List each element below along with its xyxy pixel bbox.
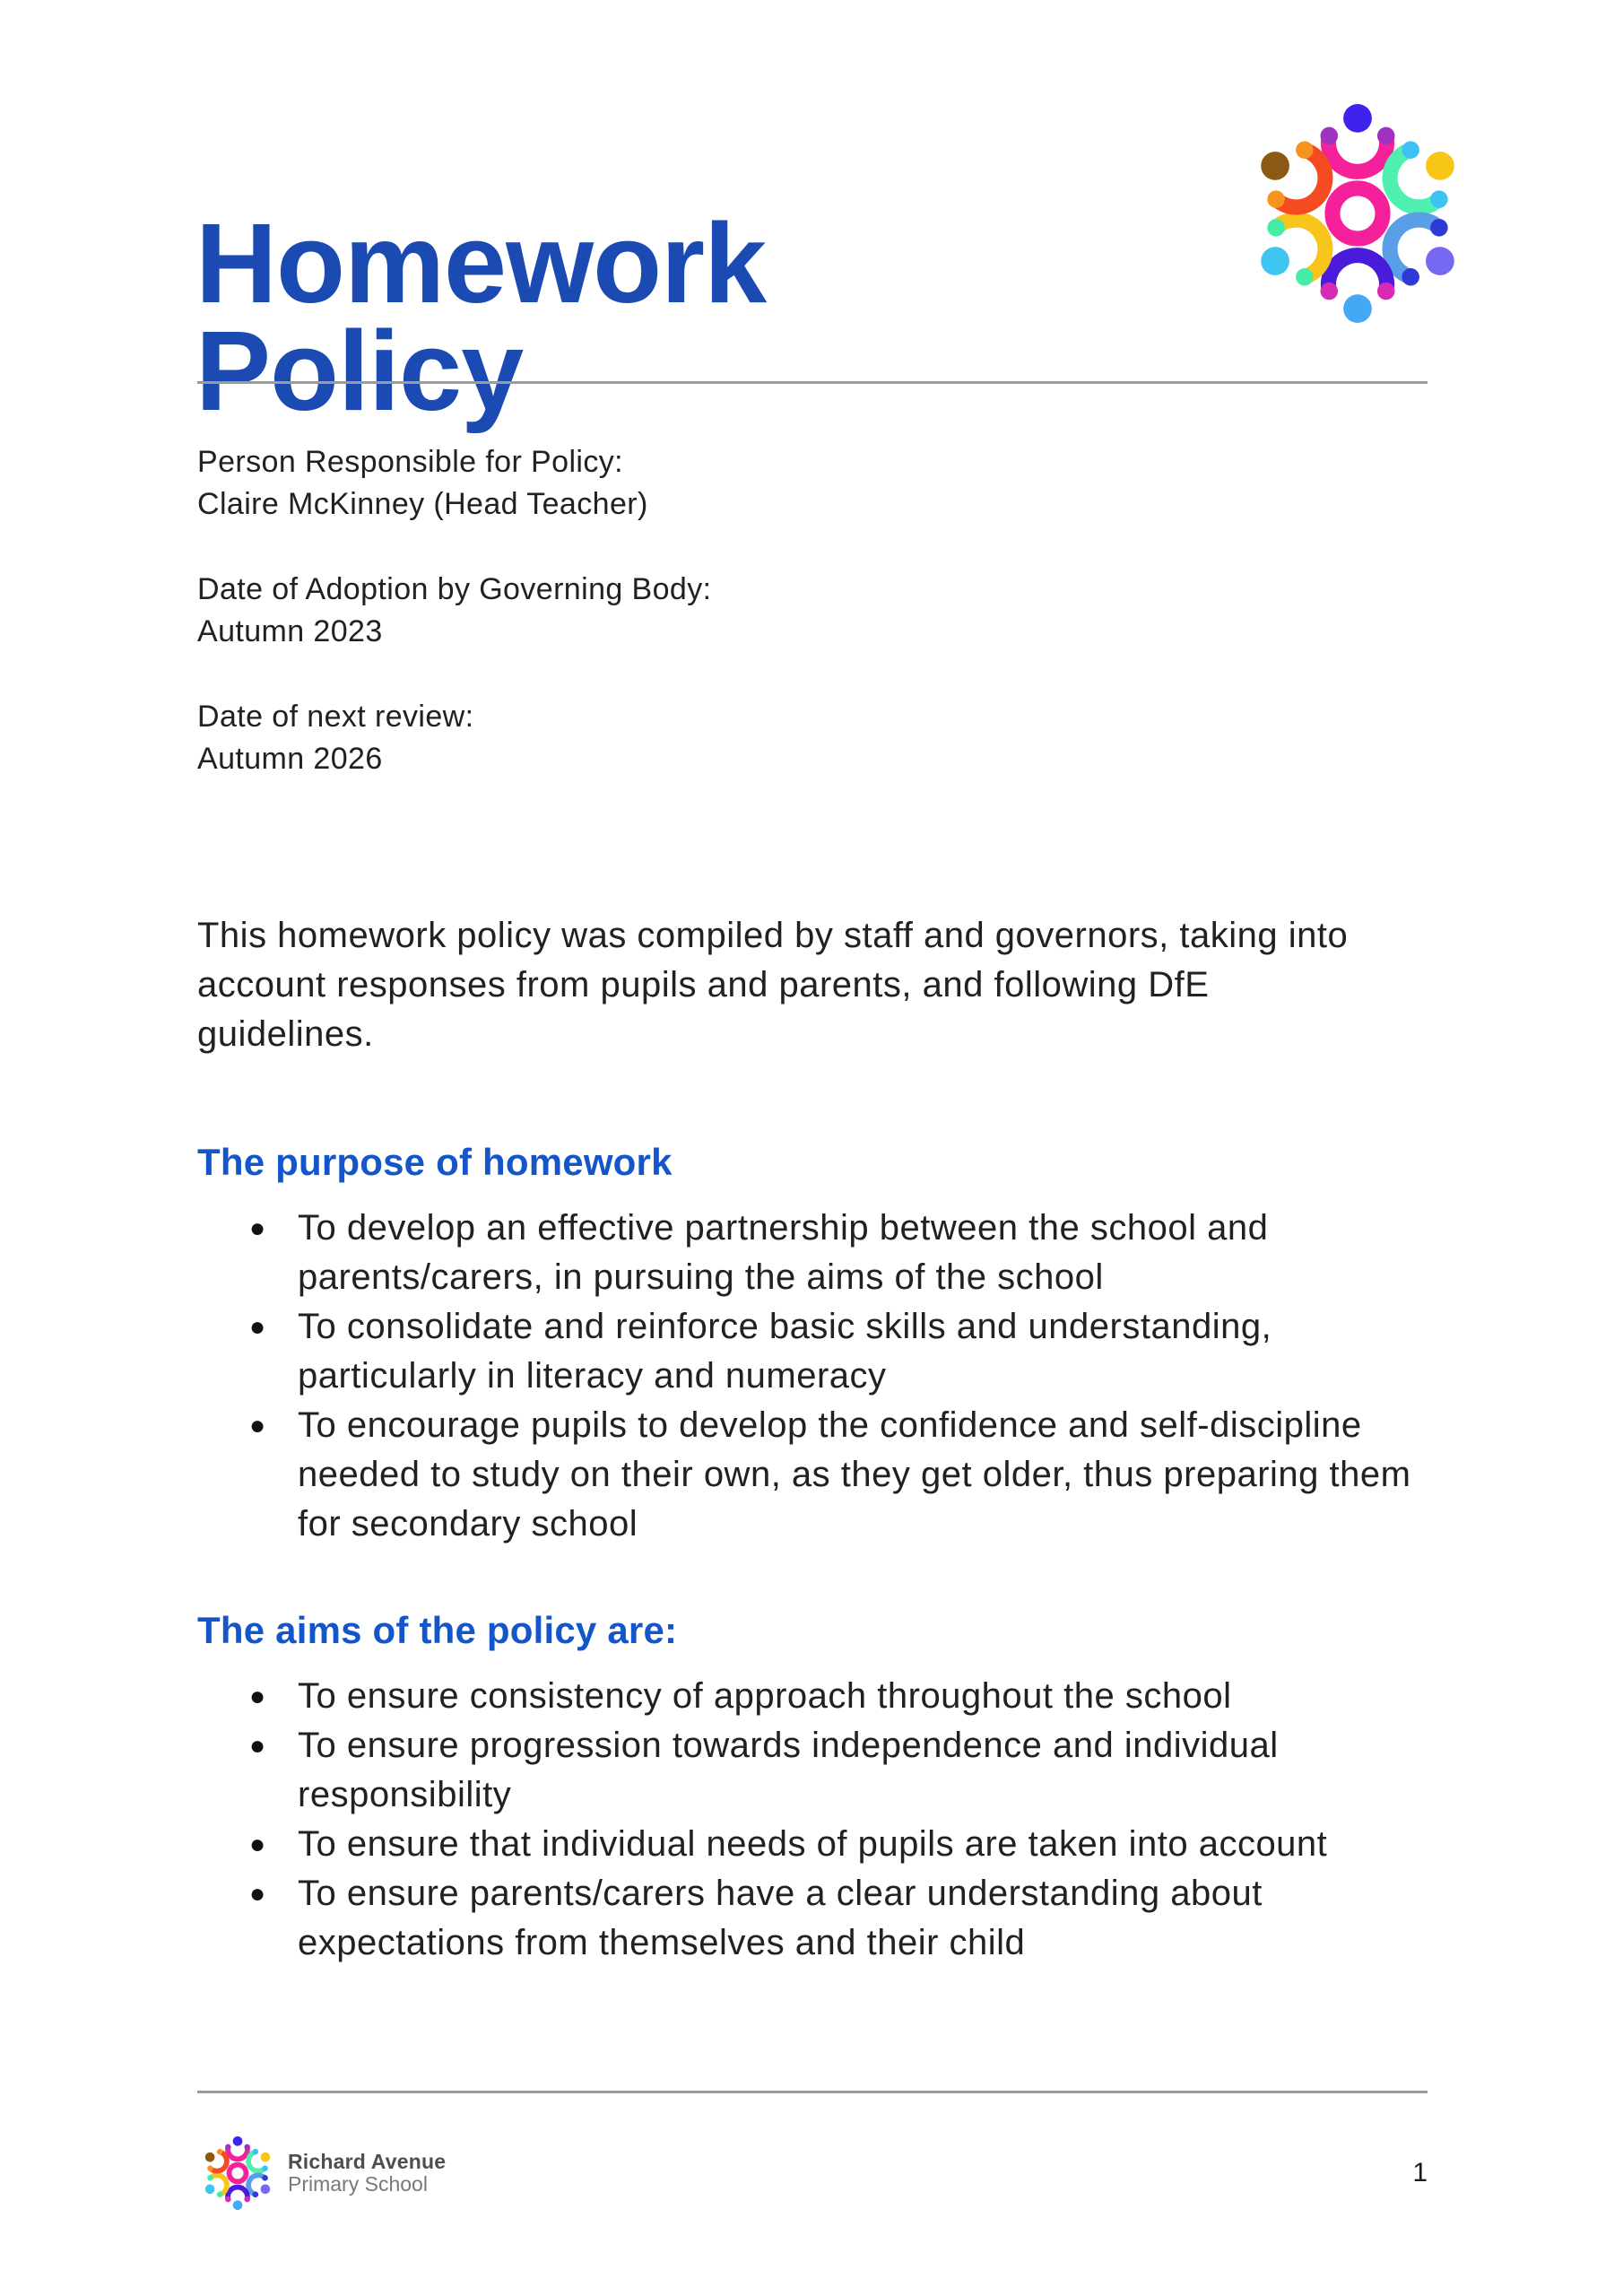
footer-school-type: Primary School — [288, 2172, 428, 2196]
section-heading-purpose: The purpose of homework — [197, 1141, 673, 1183]
meta-value-next-review: Autumn 2026 — [197, 742, 383, 776]
list-item: ● To encourage pupils to develop the confidence and self-discipline needed to study on their own, as they get older, thus preparing them for secondary school — [197, 1401, 1435, 1549]
footer-school-brand — [201, 2136, 446, 2210]
intro-paragraph: This homework policy was compiled by staff and governors, taking into account responses from pupils and parents, and following DfE guidelines. — [197, 916, 1349, 1054]
meta-group-next-review — [197, 696, 711, 780]
school-logo-small-icon — [201, 2136, 274, 2210]
meta-group-responsible — [197, 441, 711, 526]
section-heading-aims: The aims of the policy are: — [197, 1609, 678, 1651]
footer-divider — [197, 2091, 1428, 2093]
footer-school-name-block — [288, 2151, 446, 2196]
aims-bullet-list — [197, 1672, 1435, 1968]
footer-school-name: Richard Avenue — [288, 2150, 447, 2173]
page-title — [195, 200, 767, 435]
purpose-bullet-list — [197, 1204, 1435, 1549]
list-item: ● To ensure progression towards independence and individual responsibility — [197, 1721, 1435, 1820]
page-number: 1 — [1412, 2158, 1428, 2187]
meta-label-adoption-date: Date of Adoption by Governing Body: — [197, 572, 712, 606]
meta-value-adoption-date: Autumn 2023 — [197, 614, 383, 648]
meta-group-adoption-date — [197, 569, 711, 653]
list-item: ● To consolidate and reinforce basic skills and understanding, particularly in literacy and numeracy — [197, 1302, 1435, 1401]
page-title-line2: Policy — [195, 308, 524, 435]
list-item: ● To ensure consistency of approach throughout the school — [197, 1672, 1435, 1721]
header-divider — [197, 381, 1428, 384]
meta-label-next-review: Date of next review: — [197, 700, 474, 734]
meta-label-responsible: Person Responsible for Policy: — [197, 445, 624, 479]
page-title-line1: Homework — [195, 200, 767, 327]
school-logo-icon — [1248, 104, 1467, 323]
section-purpose-of-homework — [197, 1141, 1435, 1549]
meta-value-responsible: Claire McKinney (Head Teacher) — [197, 487, 648, 521]
list-item: ● To develop an effective partnership between the school and parents/carers, in pursuing the aims of the school — [197, 1204, 1435, 1302]
list-item: ● To ensure that individual needs of pupils are taken into account — [197, 1820, 1435, 1869]
section-aims-of-policy — [197, 1609, 1435, 1968]
list-item: ● To ensure parents/carers have a clear understanding about expectations from themselves and their child — [197, 1869, 1435, 1968]
policy-meta-block — [197, 441, 711, 823]
